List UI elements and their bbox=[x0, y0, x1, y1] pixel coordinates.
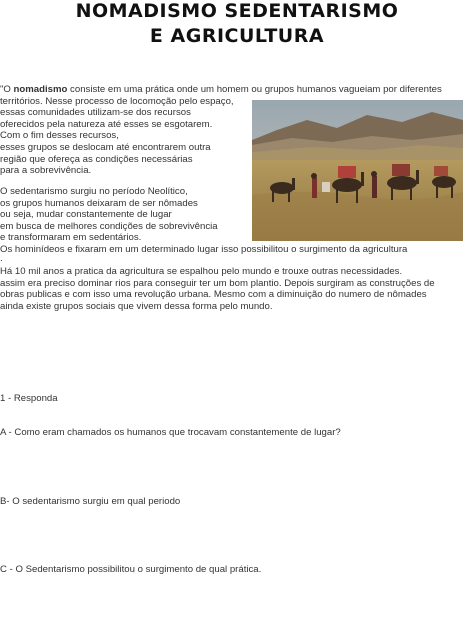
text-line: os grupos humanos deixaram de ser nômades bbox=[0, 197, 198, 209]
text-line bbox=[0, 84, 442, 96]
text-line: O sedentarismo surgiu no período Neolítico, bbox=[0, 186, 188, 197]
text-line: territórios. Nesse processo de locomoção pelo espaço, bbox=[0, 95, 234, 107]
text-line: Há 10 mil anos a pratica da agricultura se espalhou pelo mundo e trouxe outras necessidades. bbox=[0, 266, 403, 277]
text-fragment: "O bbox=[0, 84, 14, 95]
questions-header: 1 - Responda bbox=[0, 393, 58, 404]
question-c: C - O Sedentarismo possibilitou o surgimento de qual prática. bbox=[0, 564, 262, 575]
text-line: . bbox=[0, 252, 3, 264]
text-line: Com o fim desses recursos, bbox=[0, 130, 119, 142]
text-line: região que ofereça as condições necessárias bbox=[0, 153, 193, 165]
text-line: ainda existe grupos sociais que vivem dessa forma pelo mundo. bbox=[0, 300, 273, 312]
title-line-1: NOMADISMO SEDENTARISMO bbox=[75, 0, 399, 22]
question-a: A - Como eram chamados os humanos que trocavam constantemente de lugar? bbox=[0, 427, 341, 438]
text-fragment: consiste em uma prática onde um homem ou grupos humanos vagueiam por diferentes bbox=[67, 84, 442, 95]
text-line: para a sobrevivência. bbox=[0, 165, 92, 177]
paragraph-agricultura bbox=[0, 266, 435, 312]
text-line: essas comunidades utilizam-se dos recursos bbox=[0, 107, 191, 119]
text-line: ou seja, mudar constantemente de lugar bbox=[0, 209, 172, 221]
text-line: Os hominídeos e fixaram em um determinado lugar isso possibilitou o surgimento da agricultura bbox=[0, 243, 408, 255]
title-line-2: E AGRICULTURA bbox=[149, 25, 325, 47]
text-line: obras publicas e com isso uma revolução urbana. Mesmo com a diminuição do numero de nômades bbox=[0, 289, 427, 301]
bold-term: nomadismo bbox=[13, 84, 68, 95]
text-line: assim era preciso dominar rios para conseguir ter um bom plantio. Depois surgiram as construções de bbox=[0, 277, 435, 289]
text-line: e transformaram em sedentários. bbox=[0, 232, 142, 244]
text-line: esses grupos se deslocam até encontrarem outra bbox=[0, 141, 211, 153]
question-b: B- O sedentarismo surgiu em qual periodo bbox=[0, 496, 181, 507]
text-line: em busca de melhores condições de sobrevivência bbox=[0, 220, 218, 232]
nomads-camel-caravan-image bbox=[252, 100, 463, 241]
text-line: oferecidos pela natureza até esses se esgotarem. bbox=[0, 118, 213, 130]
